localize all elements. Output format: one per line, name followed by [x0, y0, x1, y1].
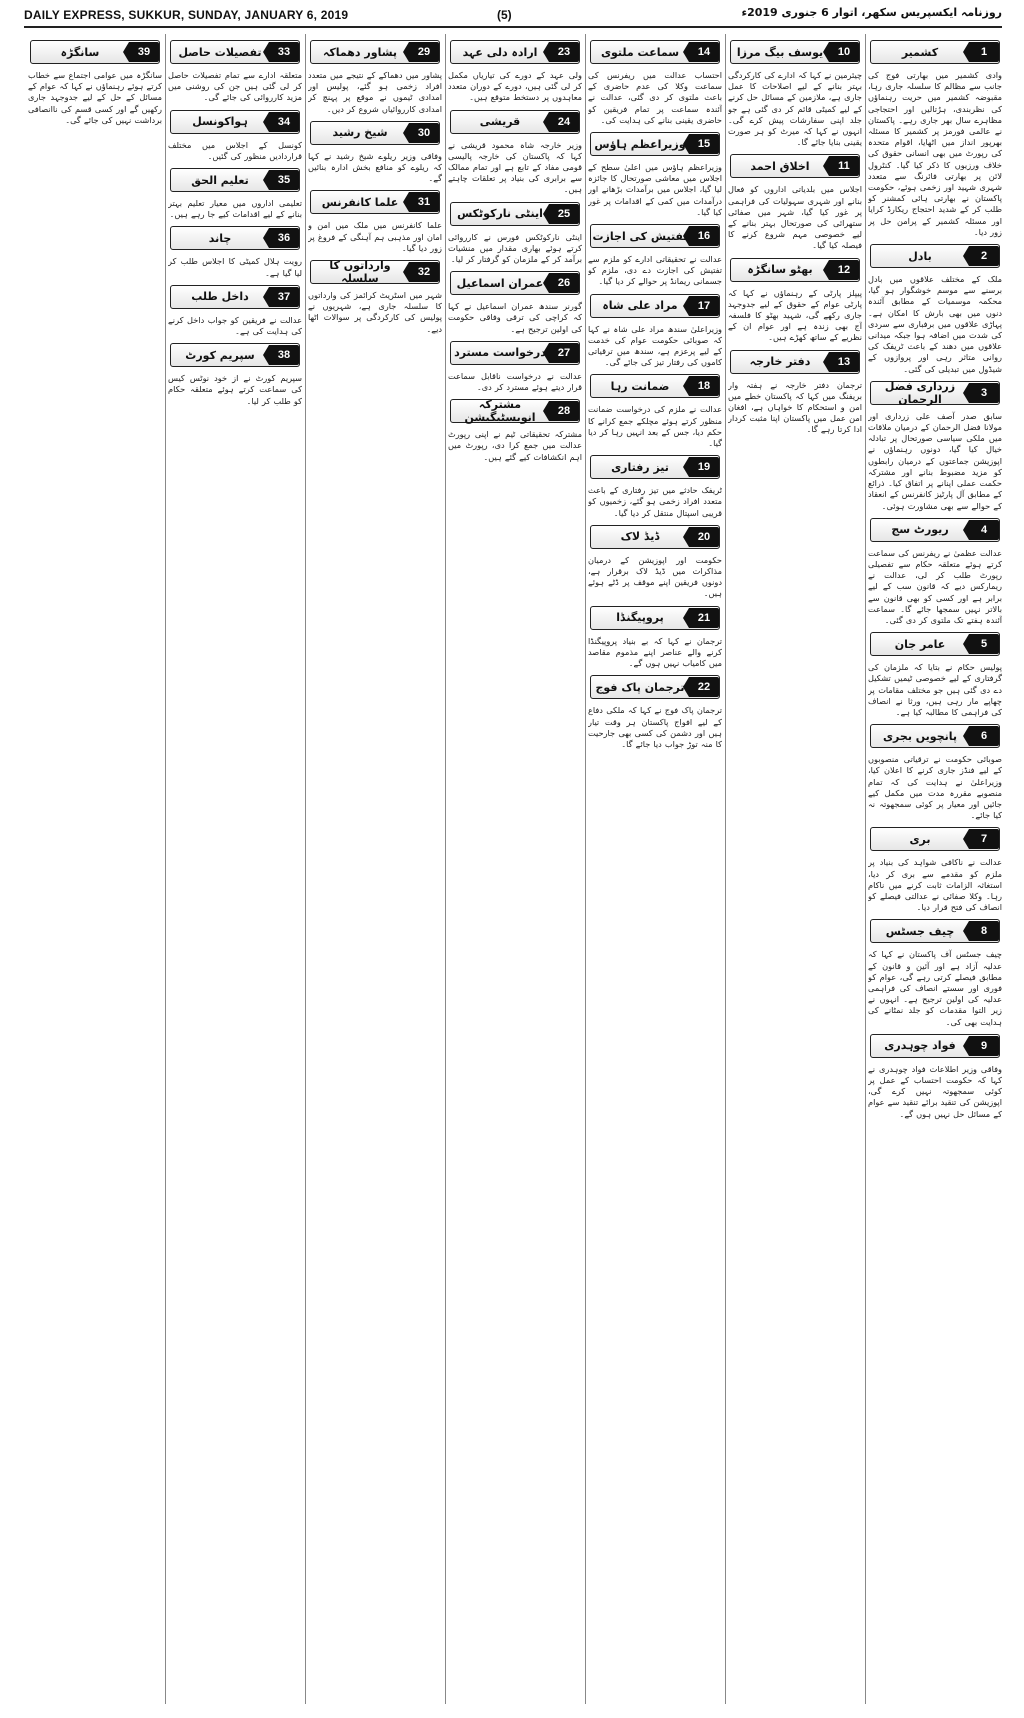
story-body: ترجمان پاک فوج نے کہا کہ ملکی دفاع کے لیے افواج پاکستان ہر وقت تیار ہیں اور دشمن کی کسی بھی جارحیت کا منہ توڑ جواب دیا جائے گا۔ [588, 705, 722, 749]
story-heading [170, 285, 300, 309]
story-title: علما کانفرنس [321, 195, 399, 209]
story-title: تفصیلات حاصل [178, 45, 262, 59]
story-body: وادی کشمیر میں بھارتی فوج کی جانب سے مظالم کا سلسلہ جاری رہا، مقبوضہ کشمیر میں حریت رہنماؤں کی نظربندی، ہڑتالیں اور احتجاجی مظاہرے سال بھر جاری رہے۔ پاکستان نے عالمی فورمز پر کشمیر کا مسئلہ بھرپور انداز میں اٹھایا، اقوام متحدہ کی رپورٹ میں بھی انسانی حقوق کی خلاف ورزیوں کا ذکر کیا گیا۔ کنٹرول لائن پر بھارتی فائرنگ سے متعدد شہری شہید اور زخمی ہوئے، حکومت پاکستان نے بھارتی ہائی کمشنر کو طلب کر کے شدید احتجاج ریکارڈ کرایا اور مسئلہ کشمیر کے پرامن حل پر زور دیا۔ [868, 70, 1002, 237]
story-title: مشترکہ انویسٹیگیشن [464, 398, 536, 425]
story-body: عدالت نے فریقین کو جواب داخل کرنے کی ہدایت کی ہے۔ [168, 314, 302, 337]
masthead [0, 0, 1024, 28]
newspaper-page [24, 34, 1002, 1704]
story-number-badge: 10 [829, 42, 859, 62]
story-heading [870, 724, 1000, 748]
story-number-badge: 36 [269, 228, 299, 248]
story-title: سپریم کورٹ [185, 348, 255, 362]
story-number-badge: 13 [829, 352, 859, 372]
story-body: وزیر خارجہ شاہ محمود قریشی نے کہا کہ پاکستان کی خارجہ پالیسی قومی مفاد کے تابع ہے اور تمام ممالک سے برابری کی بنیاد پر تعلقات چاہتے ہیں۔ [448, 139, 582, 195]
story-title: ارادہ دلی عہد [462, 45, 538, 59]
story-number-badge: 7 [969, 829, 999, 849]
story-heading [730, 154, 860, 178]
story-number-badge: 25 [549, 204, 579, 224]
story-body: وفاقی وزیر اطلاعات فواد چوہدری نے کہا کہ حکومت احتساب کے عمل پر کوئی سمجھوتہ نہیں کرے گی، اپوزیشن کی تنقید برائے تنقید سے عوام کے مسائل حل نہیں ہوں گے۔ [868, 1063, 1002, 1119]
story-number-badge: 24 [549, 112, 579, 132]
story-body: سپریم کورٹ نے از خود نوٹس کیس کی سماعت کرتے ہوئے متعلقہ حکام کو طلب کر لیا۔ [168, 373, 302, 406]
story-title: بادل [908, 249, 932, 263]
story-title: اینٹی نارکوٹکس [457, 207, 543, 221]
story-title: ترجمان پاک فوج [595, 680, 685, 694]
story-body: ملک کے مختلف علاقوں میں بادل برسنے سے موسم خوشگوار ہو گیا، محکمہ موسمیات کے مطابق آئندہ دنوں میں بھی بارش کا امکان ہے۔ پہاڑی علاقوں میں برفباری سے سردی کی شدت میں اضافہ ہوا جبکہ میدانی علاقوں میں دھند کے باعث ٹریفک کی روانی متاثر رہی اور پروازوں کے شیڈول میں تبدیلی کی گئی۔ [868, 274, 1002, 374]
story-body: وزیراعلیٰ سندھ مراد علی شاہ نے کہا کہ صوبائی حکومت عوام کی خدمت کے لیے پرعزم ہے، سندھ میں ترقیاتی کاموں کی رفتار تیز کی جائے گی۔ [588, 323, 722, 368]
story-title: داخل طلب [191, 290, 249, 304]
story-number-badge: 15 [689, 134, 719, 154]
story-title: کشمیر [901, 45, 939, 59]
story-body: چیئرمین نے کہا کہ ادارے کی کارکردگی بہتر بنانے کے لیے اصلاحات کا عمل جاری ہے، ملازمین کے مسائل حل کرنے کے لیے کمیٹی قائم کر دی گئی ہے جو جلد اپنی سفارشات پیش کرے گی۔ انہوں نے کہا کہ میرٹ کو ہر صورت یقینی بنایا جائے گا۔ [728, 70, 862, 148]
column-separator [165, 34, 166, 1704]
story-number-badge: 16 [689, 226, 719, 246]
story-number-badge: 30 [409, 123, 439, 143]
story-number-badge: 37 [269, 287, 299, 307]
header-rule [24, 26, 1002, 28]
story-heading [590, 525, 720, 549]
story-body: صوبائی حکومت نے ترقیاتی منصوبوں کے لیے فنڈز جاری کرنے کا اعلان کیا، وزیراعلیٰ نے ہدایت کی کہ تمام منصوبے مقررہ مدت میں مکمل کیے جائیں اور معیار پر کوئی سمجھوتہ نہ کیا جائے۔ [868, 754, 1002, 821]
story-number-badge: 2 [969, 246, 999, 266]
story-body: چیف جسٹس آف پاکستان نے کہا کہ عدلیہ آزاد ہے اور آئین و قانون کے مطابق فیصلے کرتی رہے گی، عوام کو فوری اور سستے انصاف کی فراہمی عدلیہ کی اولین ترجیح ہے۔ انہوں نے زیر التوا مقدمات کو جلد نمٹانے کی ہدایت بھی کی۔ [868, 949, 1002, 1027]
story-title: ریورٹ سج [891, 523, 949, 537]
story-body: کونسل کے اجلاس میں مختلف قراردادیں منظور کی گئیں۔ [168, 139, 302, 161]
story-number-badge: 11 [829, 156, 859, 176]
story-heading [450, 40, 580, 64]
story-heading [170, 343, 300, 367]
story-heading [590, 606, 720, 630]
story-heading [870, 919, 1000, 943]
story-heading [450, 399, 580, 423]
story-number-badge: 38 [269, 345, 299, 365]
story-title: شیخ رشید [332, 126, 388, 140]
story-number-badge: 27 [549, 343, 579, 363]
story-title: تعلیم الحق [191, 173, 249, 187]
story-body: تعلیمی اداروں میں معیار تعلیم بہتر بنانے کے لیے اقدامات کیے جا رہے ہیں۔ [168, 198, 302, 220]
story-title: چاند [208, 231, 232, 245]
news-column-6 [168, 34, 302, 1704]
news-column-7 [28, 34, 162, 1704]
story-heading [870, 632, 1000, 656]
story-title: درخواست مسترد [454, 346, 546, 360]
story-number-badge: 20 [689, 527, 719, 547]
story-body: متعلقہ ادارے سے تمام تفصیلات حاصل کر لی گئی ہیں جن کی روشنی میں مزید کارروائی کی جائے گی۔ [168, 70, 302, 103]
story-title: تفتیش کی اجازت [592, 229, 688, 243]
story-heading [870, 827, 1000, 851]
story-title: پروپیگنڈا [616, 611, 664, 625]
story-number-badge: 1 [969, 42, 999, 62]
story-heading [730, 258, 860, 282]
story-title: چیف جسٹس [885, 924, 955, 938]
story-number-badge: 14 [689, 42, 719, 62]
story-heading [450, 202, 580, 226]
story-body: علما کانفرنس میں ملک میں امن و امان اور مذہبی ہم آہنگی کے فروغ پر زور دیا گیا۔ [308, 220, 442, 253]
story-title: سانگڑہ [60, 45, 100, 59]
story-body: عدالت عظمیٰ نے ریفرنس کی سماعت کرتے ہوئے متعلقہ حکام سے تفصیلی رپورٹ طلب کر لی، عدالت نے ریمارکس دیے کہ قانون سب کے لیے برابر ہے اور کسی کو بھی قانون سے بالاتر نہیں سمجھا جائے گا۔ سماعت آئندہ ہفتے تک ملتوی کر دی گئی۔ [868, 547, 1002, 625]
story-number-badge: 35 [269, 170, 299, 190]
story-body: احتساب عدالت میں ریفرنس کی سماعت وکلا کی عدم حاضری کے باعث ملتوی کر دی گئی، عدالت نے آئندہ سماعت پر تمام فریقین کو حاضری یقینی بنانے کی ہدایت کی۔ [588, 70, 722, 125]
story-body: اجلاس میں بلدیاتی اداروں کو فعال بنانے اور شہری سہولیات کی فراہمی پر غور کیا گیا، شہر میں صفائی ستھرائی کی صورتحال بہتر بنانے کے لیے خصوصی مہم شروع کرنے کا فیصلہ کیا گیا۔ [728, 184, 862, 251]
story-title: بھٹو سانگڑہ [747, 263, 813, 277]
story-number-badge: 3 [969, 383, 999, 403]
story-body: ترجمان دفتر خارجہ نے ہفتہ وار بریفنگ میں کہا کہ پاکستان خطے میں امن و استحکام کا خواہاں ہے، افغان امن عمل میں پاکستان اپنا مثبت کردار ادا کرتا رہے گا۔ [728, 379, 862, 435]
story-number-badge: 28 [549, 401, 579, 421]
story-title: پشاور دھماکہ [322, 45, 398, 59]
story-number-badge: 33 [269, 42, 299, 62]
story-body: پولیس حکام نے بتایا کہ ملزمان کی گرفتاری کے لیے خصوصی ٹیمیں تشکیل دے دی گئی ہیں جو مختلف مقامات پر چھاپے مار رہی ہیں، ورثا نے انصاف کی فراہمی کا مطالبہ کیا ہے۔ [868, 662, 1002, 717]
column-separator [725, 34, 726, 1704]
story-title: فواد چوہدری [884, 1039, 956, 1053]
story-body: سابق صدر آصف علی زرداری اور مولانا فضل الرحمان کے درمیان ملاقات میں ملکی سیاسی صورتحال پر تبادلہ خیال کیا گیا، دونوں رہنماؤں نے اپوزیشن جماعتوں کے درمیان رابطوں کو مزید مضبوط بنانے اور مشترکہ حکمت عملی اپنانے پر اتفاق کیا۔ ذرائع کے مطابق آل پارٹیز کانفرنس کے انعقاد کے حوالے سے بھی مشاورت ہوئی۔ [868, 410, 1002, 511]
story-body: عدالت نے تحقیقاتی ادارے کو ملزم سے تفتیش کی اجازت دے دی، ملزم کو جسمانی ریمانڈ پر حوالے کر دیا گیا۔ [588, 254, 722, 287]
story-body: شہر میں اسٹریٹ کرائمز کی وارداتوں کا سلسلہ جاری ہے، شہریوں نے پولیس کی کارکردگی پر سوالات اٹھا دیے۔ [308, 290, 442, 334]
column-separator [585, 34, 586, 1704]
story-title: ضمانت رہا [610, 379, 670, 393]
news-column-3 [588, 34, 722, 1704]
story-title: زرداری فضل الرحمان [884, 379, 956, 406]
story-title: سماعت ملتوی [600, 45, 680, 59]
story-number-badge: 31 [409, 192, 439, 212]
story-heading [870, 40, 1000, 64]
story-number-badge: 34 [269, 112, 299, 132]
story-body: سانگڑہ میں عوامی اجتماع سے خطاب کرتے ہوئے رہنماؤں نے کہا کہ عوام کے مسائل کے حل کے لیے جدوجہد جاری رکھیں گے اور کسی قسم کی ناانصافی برداشت نہیں کی جائے گی۔ [28, 70, 162, 125]
story-number-badge: 29 [409, 42, 439, 62]
story-body: رویت ہلال کمیٹی کا اجلاس طلب کر لیا گیا ہے۔ [168, 256, 302, 278]
story-heading [170, 226, 300, 250]
story-heading [590, 40, 720, 64]
story-body: ولی عہد کے دورے کی تیاریاں مکمل کر لی گئی ہیں، دورے کے دوران متعدد معاہدوں پر دستخط متوقع ہیں۔ [448, 70, 582, 103]
story-heading [310, 260, 440, 284]
story-heading [590, 132, 720, 156]
story-heading [730, 40, 860, 64]
story-title: بری [909, 832, 931, 846]
story-heading [870, 381, 1000, 405]
story-heading [590, 294, 720, 318]
story-title: عمران اسماعیل [456, 276, 544, 290]
story-body: وفاقی وزیر ریلوے شیخ رشید نے کہا کہ ریلوے کو منافع بخش ادارہ بنائیں گے۔ [308, 150, 442, 184]
story-heading [30, 40, 160, 64]
column-separator [445, 34, 446, 1704]
news-column-5 [308, 34, 442, 1704]
story-number-badge: 32 [409, 262, 439, 282]
story-title: ڈیڈ لاک [620, 530, 660, 544]
story-heading [590, 374, 720, 398]
story-title: قریشی [479, 115, 521, 129]
story-number-badge: 23 [549, 42, 579, 62]
story-body: پیپلز پارٹی کے رہنماؤں نے کہا کہ پارٹی عوام کے حقوق کے لیے جدوجہد جاری رکھے گی، شہید بھٹو کا فلسفہ آج بھی زندہ ہے اور عوام ان کے نظریے کے ساتھ کھڑے ہیں۔ [728, 287, 862, 343]
story-heading [870, 518, 1000, 542]
story-number-badge: 8 [969, 921, 999, 941]
story-title: مراد علی شاہ [602, 299, 678, 313]
story-body: مشترکہ تحقیقاتی ٹیم نے اپنی رپورٹ عدالت میں جمع کرا دی، رپورٹ میں اہم انکشافات کیے گئے ہیں۔ [448, 429, 582, 462]
story-body: وزیراعظم ہاؤس میں اعلیٰ سطح کے اجلاس میں معاشی صورتحال کا جائزہ لیا گیا، اجلاس میں برآمدات بڑھانے اور درآمدات میں کمی کے اقدامات پر غور کیا گیا۔ [588, 162, 722, 217]
story-title: اخلاق احمد [750, 159, 810, 173]
news-column-2 [728, 34, 862, 1704]
story-number-badge: 26 [549, 273, 579, 293]
story-number-badge: 6 [969, 726, 999, 746]
story-title: وارداتوں کا سلسلہ [329, 259, 391, 286]
story-body: اینٹی نارکوٹکس فورس نے کارروائی کرتے ہوئے بھاری مقدار میں منشیات برآمد کر کے ملزمان کو گرفتار کر لیا۔ [448, 231, 582, 265]
story-number-badge: 39 [129, 42, 159, 62]
story-title: وزیراعظم ہاؤس [594, 137, 686, 151]
story-body: ترجمان نے کہا کہ بے بنیاد پروپیگنڈا کرنے والے عناصر اپنے مذموم مقاصد میں کامیاب نہیں ہوں گے۔ [588, 635, 722, 669]
story-body: عدالت نے ملزم کی درخواست ضمانت منظور کرتے ہوئے مچلکے جمع کرانے کا حکم دیا، جس کے بعد انہیں رہا کر دیا گیا۔ [588, 404, 722, 449]
column-separator [865, 34, 866, 1704]
story-heading [590, 224, 720, 248]
english-dateline: DAILY EXPRESS, SUKKUR, SUNDAY, JANUARY 6, 2019 [24, 8, 349, 22]
story-title: تیز رفتاری [611, 460, 669, 474]
story-title: دفتر خارجہ [749, 355, 811, 369]
story-heading [310, 40, 440, 64]
story-body: حکومت اور اپوزیشن کے درمیان مذاکرات میں ڈیڈ لاک برقرار ہے، دونوں فریقین اپنے موقف پر ڈٹے ہوئے ہیں۔ [588, 554, 722, 599]
story-number-badge: 5 [969, 634, 999, 654]
story-heading [170, 168, 300, 192]
column-separator [305, 34, 306, 1704]
story-number-badge: 12 [829, 260, 859, 280]
story-heading [450, 110, 580, 134]
story-number-badge: 9 [969, 1036, 999, 1056]
news-column-4 [448, 34, 582, 1704]
story-number-badge: 19 [689, 457, 719, 477]
story-heading [730, 350, 860, 374]
story-title: ہواکونسل [192, 115, 248, 129]
story-heading [450, 271, 580, 295]
story-number-badge: 22 [689, 677, 719, 697]
story-body: ٹریفک حادثے میں تیز رفتاری کے باعث متعدد افراد زخمی ہو گئے، زخمیوں کو قریبی اسپتال منتقل کر دیا گیا۔ [588, 485, 722, 518]
story-heading [170, 40, 300, 64]
story-heading [590, 675, 720, 699]
story-title: یوسف بیگ مرزا [736, 45, 824, 59]
story-title: عامر جان [894, 637, 946, 651]
story-number-badge: 4 [969, 520, 999, 540]
news-column-1 [868, 34, 1002, 1704]
story-heading [590, 455, 720, 479]
story-heading [870, 244, 1000, 268]
story-heading [310, 190, 440, 214]
story-body: گورنر سندھ عمران اسماعیل نے کہا کہ کراچی کی ترقی وفاقی حکومت کی اولین ترجیح ہے۔ [448, 301, 582, 334]
page-number: (5) [497, 8, 512, 22]
story-number-badge: 17 [689, 296, 719, 316]
story-body: پشاور میں دھماکے کے نتیجے میں متعدد افراد زخمی ہو گئے، پولیس اور امدادی ٹیموں نے موقع پر پہنچ کر امدادی کارروائیاں شروع کر دیں۔ [308, 70, 442, 114]
story-body: عدالت نے ناکافی شواہد کی بنیاد پر ملزم کو مقدمے سے بری کر دیا، استغاثہ الزامات ثابت کرنے میں ناکام رہا۔ وکلا صفائی نے عدالتی فیصلے کو انصاف کی فتح قرار دیا۔ [868, 857, 1002, 913]
story-heading [450, 341, 580, 365]
story-number-badge: 21 [689, 608, 719, 628]
story-title: پانچویں بجری [882, 729, 958, 743]
story-number-badge: 18 [689, 376, 719, 396]
story-heading [870, 1034, 1000, 1058]
story-heading [310, 121, 440, 145]
story-body: عدالت نے درخواست ناقابل سماعت قرار دیتے ہوئے مسترد کر دی۔ [448, 370, 582, 393]
story-heading [170, 110, 300, 134]
urdu-dateline: روزنامہ ایکسپریس سکھر، اتوار 6 جنوری 2019ء [741, 6, 1002, 19]
